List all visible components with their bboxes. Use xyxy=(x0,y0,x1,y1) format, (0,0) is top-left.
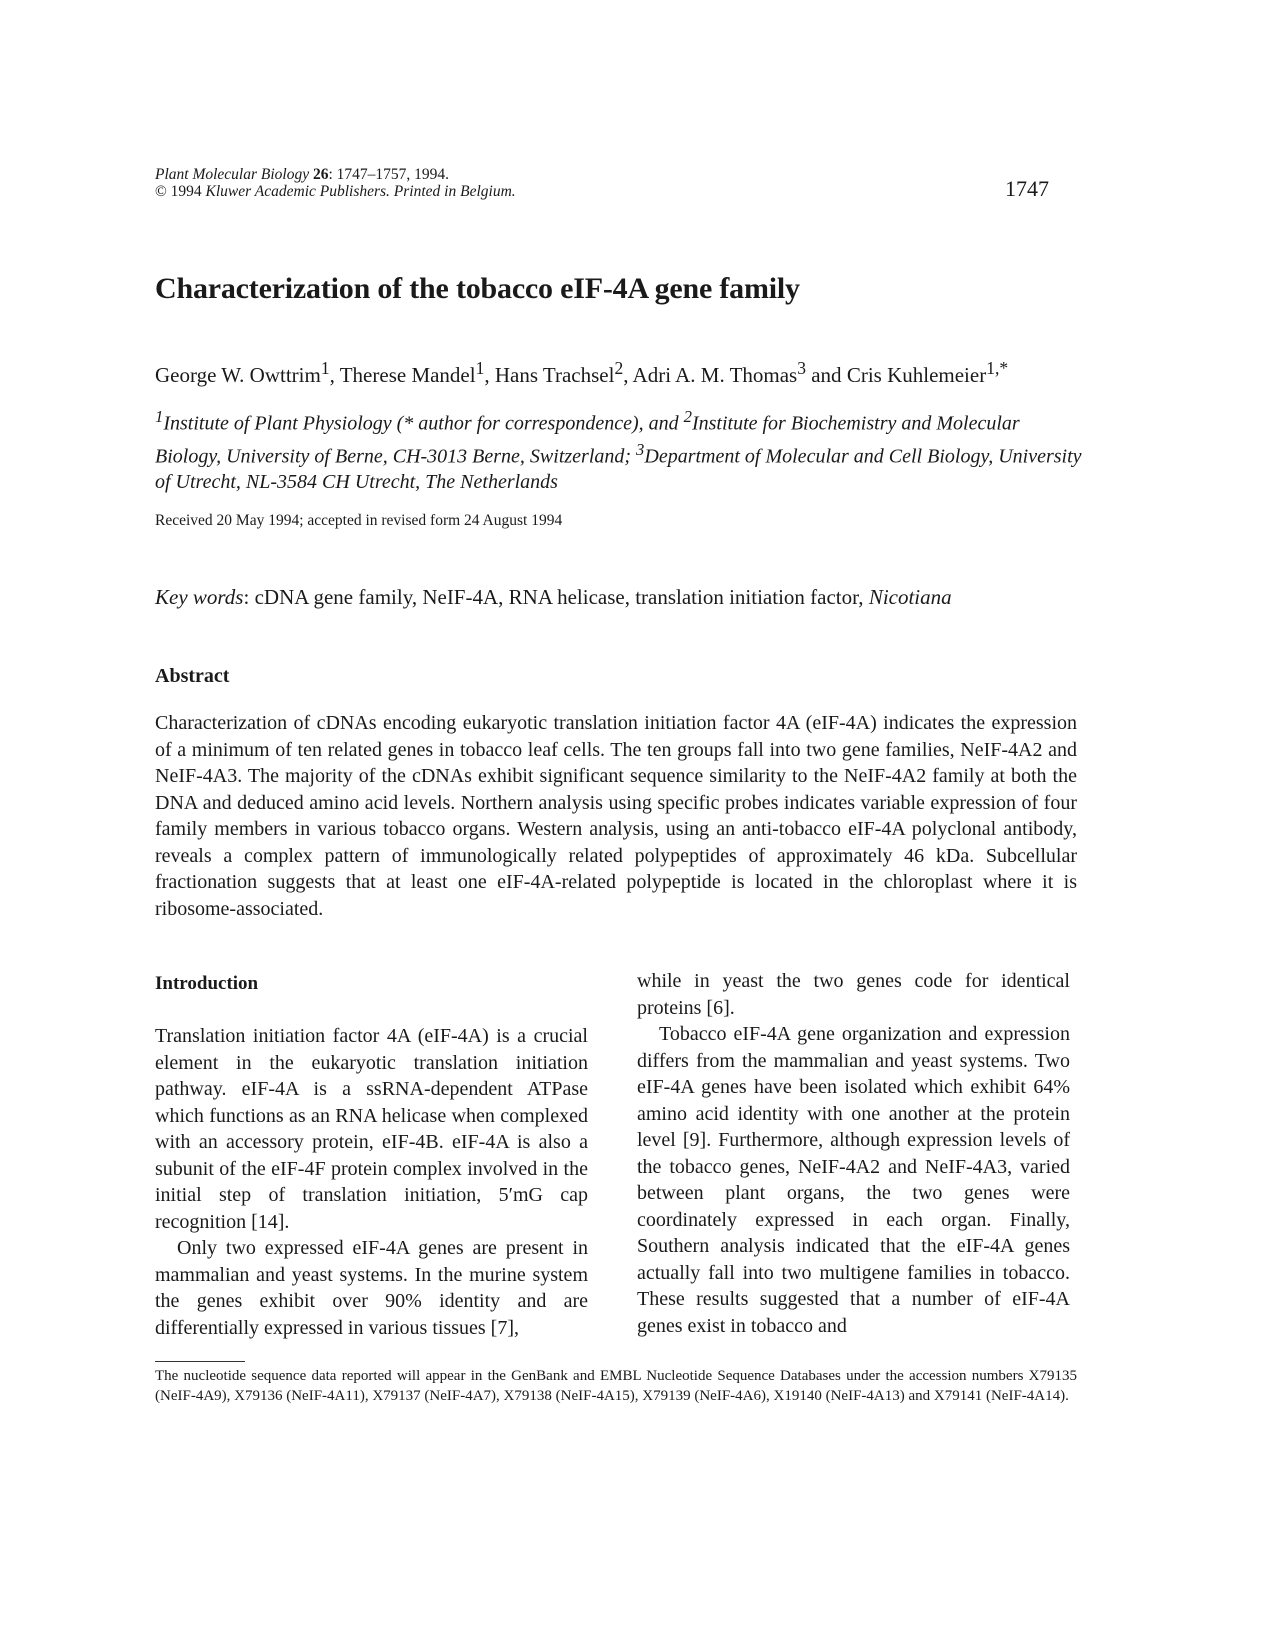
page-number: 1747 xyxy=(1005,176,1049,201)
author-name: Adri A. M. Thomas xyxy=(632,363,798,387)
copyright-year: 1994 xyxy=(166,183,206,200)
footnote: The nucleotide sequence data reported will appear in the GenBank and EMBL Nucleotide Sequence Databases under the accession numbers X79135 (NeIF-4A9), X79136 (NeIF-4A11), X79137 (NeIF-4A7), X79138 (NeIF-4A15), X79139 (NeIF-4A6), X19140 (NeIF-4A13) and X79141 (NeIF-4A14). xyxy=(155,1368,1077,1404)
copyright-symbol: © xyxy=(155,183,167,200)
author-affil-mark: 1,* xyxy=(986,358,1009,378)
author-affil-mark: 1 xyxy=(475,358,485,378)
abstract-text: Characterization of cDNAs encoding eukaryotic translation initiation factor 4A (eIF-4A) indicates the expression of a minimum of ten related genes in tobacco leaf cells. The ten groups fall into two gene families, NeIF-4A2 and NeIF-4A3. The majority of the cDNAs exhibit significant sequence similarity to the NeIF-4A2 family at both the DNA and deduced amino acid levels. Northern analysis using specific probes indicates variable expression of four family members in various tobacco organs. Western analysis, using an anti-tobacco eIF-4A polyclonal antibody, reveals a complex pattern of immunologically related polypeptides of approximately 46 kDa. Subcellular fractionation suggests that at least one eIF-4A-related polypeptide is located in the chloroplast where it is ribosome-associated. xyxy=(155,712,1077,920)
author-separator: , xyxy=(329,363,340,387)
affil-text: Institute for Biochemistry and Molecular Biology, University of Berne, CH-3013 Berne, Switzerland; xyxy=(155,412,1020,468)
body-paragraph: Tobacco eIF-4A gene organization and expression differs from the mammalian and yeast systems. Two eIF-4A genes have been isolated which exhibit 64% amino acid identity with one another at the protein level [9]. Furthermore, although expression levels of the tobacco genes, NeIF-4A2 and NeIF-4A3, varied between plant organs, the two genes were coordinately expressed in each organ. Finally, Southern analysis indicated that the eIF-4A genes actually fall into two multigene families in tobacco. These results suggested that a number of eIF-4A genes exist in tobacco and xyxy=(637,1023,1070,1337)
abstract-heading: Abstract xyxy=(155,665,230,687)
author-separator: and xyxy=(805,363,847,387)
keywords-colon: : xyxy=(243,585,255,609)
affil-text: Institute of Plant Physiology (* author for correspondence), and xyxy=(163,412,684,435)
keywords-text: cDNA gene family, NeIF-4A, RNA helicase, translation initiation factor, xyxy=(254,585,869,609)
body-column-right xyxy=(637,968,1070,1339)
affil-mark: 2 xyxy=(683,407,692,426)
author-name: George W. Owttrim xyxy=(155,363,321,387)
body-column-left xyxy=(155,1023,588,1341)
author-separator: , xyxy=(623,363,633,387)
journal-name: Plant Molecular Biology xyxy=(155,166,310,183)
author-affil-mark: 2 xyxy=(614,358,624,378)
paper-title: Characterization of the tobacco eIF-4A gene family xyxy=(155,272,800,305)
footnote-rule xyxy=(155,1361,245,1362)
affiliations xyxy=(155,404,1085,496)
body-paragraph: Translation initiation factor 4A (eIF-4A) is a crucial element in the eukaryotic translation initiation pathway. eIF-4A is a ssRNA-dependent ATPase which functions as an RNA helicase when complexed with an accessory protein, eIF-4B. eIF-4A is also a subunit of the eIF-4F protein complex involved in the initial step of translation initiation, 5′mG cap recognition [14]. xyxy=(155,1025,588,1233)
publisher: Kluwer Academic Publishers. Printed in Belgium. xyxy=(205,183,516,200)
journal-citation xyxy=(155,166,516,200)
author-name: Cris Kuhlemeier xyxy=(846,363,987,387)
affil-mark: 1 xyxy=(155,407,164,426)
introduction-heading: Introduction xyxy=(155,973,259,994)
affil-mark: 3 xyxy=(636,440,645,460)
affil-text: Department of Molecular and Cell Biology, University of Utrecht, NL-3584 CH Utrecht, The Netherlands xyxy=(155,445,1082,494)
author-separator: , xyxy=(484,363,495,387)
received-dates: Received 20 May 1994; accepted in revised form 24 August 1994 xyxy=(155,512,563,529)
keywords xyxy=(155,585,952,610)
keywords-label: Key words xyxy=(155,585,244,609)
author-affil-mark: 3 xyxy=(797,358,806,378)
author-name: Hans Trachsel xyxy=(494,363,615,387)
author-name: Therese Mandel xyxy=(339,363,476,387)
journal-volume: 26 xyxy=(312,166,329,183)
journal-line-2 xyxy=(155,183,516,200)
author-list xyxy=(155,355,1085,388)
journal-line-1 xyxy=(155,166,516,183)
journal-pages: : 1747–1757, 1994. xyxy=(328,166,450,183)
keywords-italic-term: Nicotiana xyxy=(868,585,952,609)
author-affil-mark: 1 xyxy=(320,358,330,378)
body-paragraph: while in yeast the two genes code for identical proteins [6]. xyxy=(637,970,1070,1019)
body-paragraph: Only two expressed eIF-4A genes are present in mammalian and yeast systems. In the murine system the genes exhibit over 90% identity and are differentially expressed in various tissues [7], xyxy=(155,1237,588,1339)
